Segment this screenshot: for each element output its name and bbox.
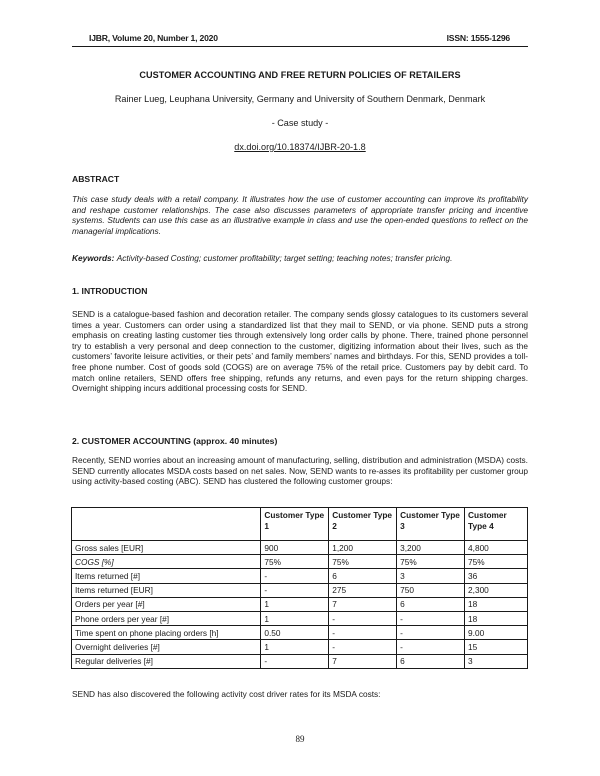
- keywords: [72, 253, 528, 264]
- table-cell: Overnight deliveries [#]: [72, 640, 261, 654]
- table-cell: 3,200: [397, 541, 465, 555]
- table-cell: 1: [261, 597, 329, 611]
- abstract-text: This case study deals with a retail company. It illustrates how the use of customer accounting can improve its profitability and reshape customer relationships. The case also discusses parameters of appropriate transfer pricing and incentive systems. Students can use this case as an illustrative example in class and use the open-ended questions to reflect on the managerial implications.: [72, 194, 528, 236]
- table-cell: -: [329, 640, 397, 654]
- table-cell: 7: [329, 654, 397, 668]
- introduction-heading: 1. INTRODUCTION: [72, 286, 148, 296]
- table-cell: 9.00: [465, 626, 528, 640]
- section2-text: Recently, SEND worries about an increasing amount of manufacturing, selling, distribution and administration (MSDA) costs. SEND currently allocates MSDA costs based on net sales. Now, SEND wants to re-asses its profitability per customer group using activity-based costing (ABC). SEND has clustered the following customer groups:: [72, 455, 528, 487]
- keywords-text: Activity-based Costing; customer profitability; target setting; teaching notes; transfer pricing.: [116, 253, 453, 263]
- table-cell: 1,200: [329, 541, 397, 555]
- table-cell: 7: [329, 597, 397, 611]
- table-cell: -: [329, 626, 397, 640]
- table-cell: 75%: [397, 555, 465, 569]
- table-cell: 36: [465, 569, 528, 583]
- table-row: [72, 611, 528, 625]
- table-cell: 6: [329, 569, 397, 583]
- table-row: [72, 654, 528, 668]
- running-head: [89, 33, 510, 47]
- table-cell: -: [397, 611, 465, 625]
- table-cell: 75%: [261, 555, 329, 569]
- table-cell: Regular deliveries [#]: [72, 654, 261, 668]
- table-row: [72, 555, 528, 569]
- table-header-row: [72, 508, 528, 541]
- table-cell: -: [397, 626, 465, 640]
- table-cell: 275: [329, 583, 397, 597]
- table-row: [72, 569, 528, 583]
- page-number: 89: [295, 734, 305, 744]
- table-cell: 3: [397, 569, 465, 583]
- keywords-label: Keywords:: [72, 253, 115, 263]
- doi-link[interactable]: dx.doi.org/10.18374/IJBR-20-1.8: [234, 142, 366, 152]
- table-cell: 4,800: [465, 541, 528, 555]
- after-table-text: SEND has also discovered the following activity cost driver rates for its MSDA costs:: [72, 689, 381, 699]
- issn: ISSN: 1555-1296: [446, 33, 510, 43]
- table-cell: 75%: [329, 555, 397, 569]
- table-cell: 3: [465, 654, 528, 668]
- table-header-cell: Customer Type 2: [329, 508, 397, 541]
- table-row: [72, 626, 528, 640]
- article-authors: Rainer Lueg, Leuphana University, Germany and University of Southern Denmark, Denmark: [114, 94, 486, 104]
- customer-groups-table: [71, 507, 528, 669]
- table-cell: 1: [261, 611, 329, 625]
- table-cell: Phone orders per year [#]: [72, 611, 261, 625]
- table-cell: 18: [465, 597, 528, 611]
- table-cell: 15: [465, 640, 528, 654]
- table-row: [72, 541, 528, 555]
- table-cell: Items returned [EUR]: [72, 583, 261, 597]
- table-cell: 750: [397, 583, 465, 597]
- table-cell: Gross sales [EUR]: [72, 541, 261, 555]
- abstract-heading: ABSTRACT: [72, 174, 120, 184]
- introduction-text: SEND is a catalogue-based fashion and decoration retailer. The company sends glossy catalogues to its customers several times a year. Customers can order using a standardized list that they mail to SEND, or via phone. SEND puts a strong emphasis on creating lasting customer ties through extensively long order calls by phone. There, trained phone personnel try to establish a very personal and deep connection to the customer, digitizing information about their lives, such as the customers’ favorite leisure activities, or their pets’ and family members’ names and birthdays. For this, SEND provides a toll-free phone number. Cost of goods sold (COGS) are on average 75% of the retail price. Customers pay by debit card. To match online retailers, SEND offers free shipping, refunds any returns, and even pays for the return shipping charges. Overnight shipping incurs additional processing costs for SEND.: [72, 309, 528, 394]
- table-cell: Time spent on phone placing orders [h]: [72, 626, 261, 640]
- table-cell: -: [261, 569, 329, 583]
- table-cell: 2,300: [465, 583, 528, 597]
- section2-heading: 2. CUSTOMER ACCOUNTING (approx. 40 minutes): [72, 436, 278, 446]
- table-header-cell: Customer Type 3: [397, 508, 465, 541]
- article-title: CUSTOMER ACCOUNTING AND FREE RETURN POLICIES OF RETAILERS: [139, 70, 461, 80]
- header-rule: [72, 46, 528, 47]
- table-row: [72, 597, 528, 611]
- table-cell: -: [329, 611, 397, 625]
- table-cell: 900: [261, 541, 329, 555]
- table-cell: 0.50: [261, 626, 329, 640]
- table-cell: -: [397, 640, 465, 654]
- table-header-cell: Customer Type 4: [465, 508, 528, 541]
- case-study-label: - Case study -: [271, 118, 329, 128]
- table-cell: 18: [465, 611, 528, 625]
- table-cell: Items returned [#]: [72, 569, 261, 583]
- table-cell: 1: [261, 640, 329, 654]
- table-cell: COGS [%]: [72, 555, 261, 569]
- table-cell: -: [261, 583, 329, 597]
- table-cell: 75%: [465, 555, 528, 569]
- table-cell: 6: [397, 654, 465, 668]
- table-cell: 6: [397, 597, 465, 611]
- table-cell: Orders per year [#]: [72, 597, 261, 611]
- table-header-cell: Customer Type 1: [261, 508, 329, 541]
- table-header-cell: [72, 508, 261, 541]
- table-row: [72, 640, 528, 654]
- table-cell: -: [261, 654, 329, 668]
- journal-info: IJBR, Volume 20, Number 1, 2020: [89, 33, 218, 43]
- table-row: [72, 583, 528, 597]
